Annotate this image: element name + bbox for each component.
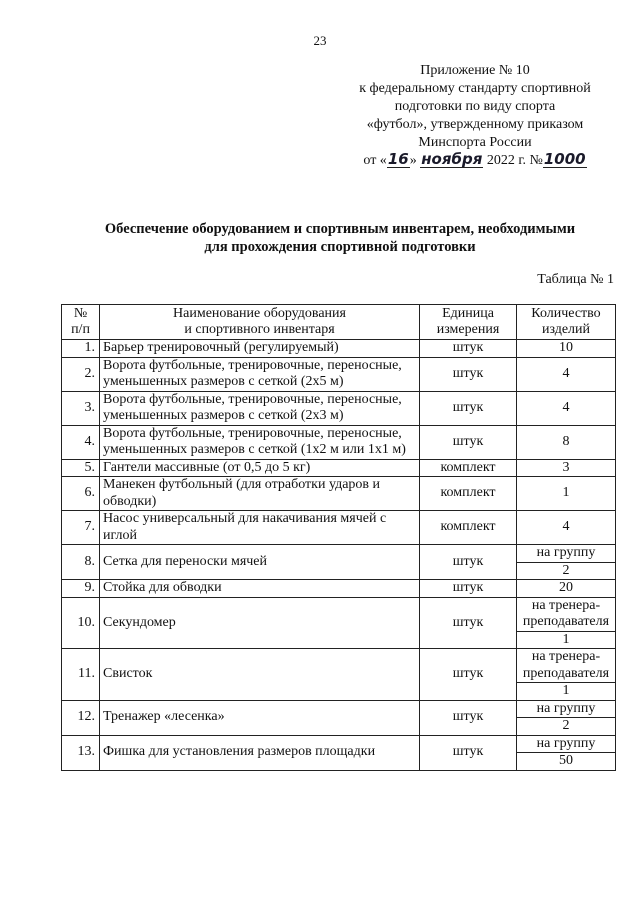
quantity-value: 2 xyxy=(517,717,615,735)
table-row xyxy=(62,649,616,701)
table-row xyxy=(62,357,616,391)
row-unit: комплект xyxy=(420,477,517,511)
quantity-split xyxy=(517,701,615,735)
row-quantity xyxy=(517,545,616,580)
quantity-split xyxy=(517,736,615,770)
table-row xyxy=(62,580,616,598)
row-name: Фишка для установления размеров площадки xyxy=(100,735,420,770)
row-quantity: 3 xyxy=(517,459,616,477)
header-qty xyxy=(517,305,616,340)
quantity-basis: на тренера-преподавателя xyxy=(522,649,610,681)
handwritten-day: 16 xyxy=(387,150,409,168)
table-row xyxy=(62,735,616,770)
row-unit: комплект xyxy=(420,511,517,545)
table-header-row xyxy=(62,305,616,340)
quantity-basis: на тренера-преподавателя xyxy=(522,597,610,629)
header-num-line: п/п xyxy=(71,322,90,337)
document-title-line: для прохождения спортивной подготовки xyxy=(204,239,476,255)
row-number: 10. xyxy=(62,597,100,649)
header-num xyxy=(62,305,100,340)
row-quantity: 4 xyxy=(517,511,616,545)
quantity-value: 1 xyxy=(517,682,615,700)
equipment-table xyxy=(61,304,616,771)
header-name xyxy=(100,305,420,340)
row-quantity xyxy=(517,735,616,770)
header-unit xyxy=(420,305,517,340)
row-name: Ворота футбольные, тренировочные, переносные, уменьшенных размеров с сеткой (1х2 м или 1х1 м) xyxy=(100,425,420,459)
table-row xyxy=(62,545,616,580)
quantity-value: 1 xyxy=(517,631,615,649)
row-unit: штук xyxy=(420,425,517,459)
row-quantity xyxy=(517,597,616,649)
table-row xyxy=(62,459,616,477)
table-caption: Таблица № 1 xyxy=(537,272,614,287)
row-number: 9. xyxy=(62,580,100,598)
table-row xyxy=(62,425,616,459)
row-number: 11. xyxy=(62,649,100,701)
row-quantity: 20 xyxy=(517,580,616,598)
table-body xyxy=(62,340,616,771)
table-row xyxy=(62,511,616,545)
row-quantity: 1 xyxy=(517,477,616,511)
appendix-line: «футбол», утвержденному приказом xyxy=(366,117,584,132)
table-row xyxy=(62,340,616,358)
handwritten-month: ноября xyxy=(421,150,483,168)
table-row xyxy=(62,477,616,511)
row-number: 1. xyxy=(62,340,100,358)
row-quantity: 10 xyxy=(517,340,616,358)
date-mid: » xyxy=(409,153,417,168)
header-qty-line: Количество xyxy=(531,305,601,321)
row-name: Сетка для переноски мячей xyxy=(100,545,420,580)
row-name: Секундомер xyxy=(100,597,420,649)
appendix-title: Приложение № 10 xyxy=(420,63,530,78)
row-number: 3. xyxy=(62,391,100,425)
header-name-line: и спортивного инвентаря xyxy=(184,322,335,337)
appendix-line: Минспорта России xyxy=(418,135,532,150)
row-quantity: 8 xyxy=(517,425,616,459)
quantity-basis: на группу xyxy=(536,545,596,560)
row-number: 13. xyxy=(62,735,100,770)
row-unit: штук xyxy=(420,545,517,580)
header-unit-line: измерения xyxy=(436,322,500,337)
row-unit: штук xyxy=(420,340,517,358)
date-year: 2022 г. № xyxy=(486,153,543,168)
row-name: Барьер тренировочный (регулируемый) xyxy=(100,340,420,358)
row-name: Насос универсальный для накачивания мячей с иглой xyxy=(100,511,420,545)
row-unit: штук xyxy=(420,649,517,701)
header-unit-line: Единица xyxy=(442,305,494,321)
row-name: Манекен футбольный (для отработки ударов и обводки) xyxy=(100,477,420,511)
row-number: 4. xyxy=(62,425,100,459)
appendix-block xyxy=(330,62,620,170)
row-unit: комплект xyxy=(420,459,517,477)
header-name-line: Наименование оборудования xyxy=(173,305,346,321)
appendix-line: к федеральному стандарту спортивной xyxy=(359,81,591,96)
document-title-line: Обеспечение оборудованием и спортивным инвентарем, необходимыми xyxy=(104,221,576,237)
row-unit: штук xyxy=(420,700,517,735)
row-number: 12. xyxy=(62,700,100,735)
row-number: 2. xyxy=(62,357,100,391)
row-name: Ворота футбольные, тренировочные, переносные, уменьшенных размеров с сеткой (2х5 м) xyxy=(100,357,420,391)
date-prefix: от « xyxy=(363,153,387,168)
row-name: Гантели массивные (от 0,5 до 5 кг) xyxy=(100,459,420,477)
row-quantity xyxy=(517,649,616,701)
document-title xyxy=(40,220,640,256)
row-name: Свисток xyxy=(100,649,420,701)
row-name: Ворота футбольные, тренировочные, переносные, уменьшенных размеров с сеткой (2х3 м) xyxy=(100,391,420,425)
row-unit: штук xyxy=(420,735,517,770)
row-name: Тренажер «лесенка» xyxy=(100,700,420,735)
table-row xyxy=(62,700,616,735)
order-date-line xyxy=(330,152,620,170)
header-qty-line: изделий xyxy=(541,322,591,337)
table-row xyxy=(62,391,616,425)
row-number: 7. xyxy=(62,511,100,545)
row-unit: штук xyxy=(420,597,517,649)
quantity-split xyxy=(517,649,615,700)
quantity-split xyxy=(517,545,615,579)
appendix-line: подготовки по виду спорта xyxy=(394,99,556,114)
table-row xyxy=(62,597,616,649)
row-quantity: 4 xyxy=(517,391,616,425)
row-unit: штук xyxy=(420,357,517,391)
row-quantity: 4 xyxy=(517,357,616,391)
row-number: 8. xyxy=(62,545,100,580)
header-num-line: № xyxy=(73,305,88,321)
quantity-basis: на группу xyxy=(536,735,596,751)
row-quantity xyxy=(517,700,616,735)
quantity-basis: на группу xyxy=(536,700,596,716)
row-unit: штук xyxy=(420,391,517,425)
quantity-split xyxy=(517,598,615,649)
page-number: 23 xyxy=(313,33,327,48)
quantity-value: 2 xyxy=(517,562,615,580)
row-number: 5. xyxy=(62,459,100,477)
row-unit: штук xyxy=(420,580,517,598)
row-number: 6. xyxy=(62,477,100,511)
handwritten-order-number: 1000 xyxy=(543,150,586,168)
row-name: Стойка для обводки xyxy=(100,580,420,598)
quantity-value: 50 xyxy=(517,752,615,770)
